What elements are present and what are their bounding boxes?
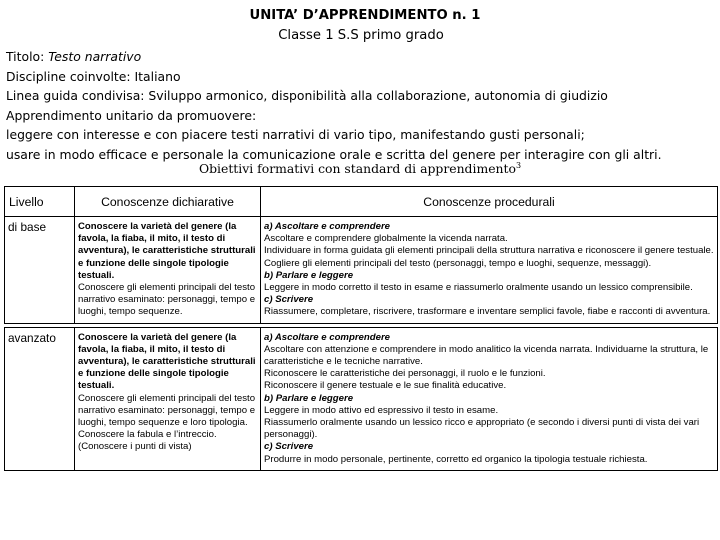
footnote-marker: 3 [515, 161, 522, 170]
procedural-item: Riassumere, completare, riscrivere, trasformare e inventare semplici favole, fiabe e racconti di avventura. [264, 306, 711, 318]
table-row [5, 327, 718, 470]
procedural-item: Riconoscere le caratteristiche dei personaggi, il ruolo e le funzioni. [264, 368, 546, 380]
apprendimento-heading: Apprendimento unitario da promuovere: [6, 107, 257, 123]
header-conoscenze-procedurali: Conoscenze procedurali [261, 187, 718, 217]
discipline-value: Italiano [134, 68, 181, 84]
procedural-item: Cogliere gli elementi principali del testo (personaggi, tempo e luoghi, sequenze, messaggi). [264, 257, 652, 269]
titolo-value: Testo narrativo [48, 49, 142, 64]
procedural-subheading: c) Scrivere [264, 294, 314, 306]
declarative-main: Conoscere la varietà del genere (la favola, la fiaba, il mito, il testo di avventura), le caratteristiche strutturali e funzione delle singole tipologie testuali. [78, 331, 256, 392]
procedural-cell [261, 217, 718, 324]
header-conoscenze-dichiarative: Conoscenze dichiarative [75, 187, 261, 217]
procedural-item: Riassumerlo oralmente usando un lessico ricco e appropriato (e secondo i diversi punti di vista dei vari personaggi). [264, 417, 700, 441]
procedural-subheading: b) Parlare e leggere [264, 392, 354, 404]
level-cell: di base [5, 217, 75, 324]
discipline-label: Discipline coinvolte: [6, 68, 131, 84]
procedural-subheading: b) Parlare e leggere [264, 269, 354, 281]
objectives-subheading-text: Obiettivi formativi con standard di apprendimento [198, 161, 516, 177]
procedural-item: Individuare in forma guidata gli elementi principali della struttura narrativa e riconoscere il genere testuale. [264, 245, 714, 257]
titolo-label: Titolo: [6, 49, 45, 64]
table-row [5, 217, 718, 324]
declarative-detail: Conoscere gli elementi principali del testo narrativo esaminato: personaggi, tempo e luoghi, tempo sequenze. [78, 282, 256, 318]
unit-title: UNITA’ D’APPRENDIMENTO n. 1 [249, 8, 481, 23]
linea-guida-line [6, 86, 718, 106]
unit-meta [6, 47, 718, 164]
linea-guida-value: Sviluppo armonico, disponibilità alla collaborazione, autonomia di giudizio [148, 88, 608, 103]
titolo-line [6, 47, 718, 67]
declarative-cell [75, 217, 261, 324]
discipline-line [6, 67, 718, 87]
class-label: Classe 1 S.S primo grado [278, 28, 444, 43]
declarative-detail: Conoscere gli elementi principali del testo narrativo esaminato: personaggi, tempo e luoghi, tempo sequenze e loro tipologia. Conoscere la fabula e l’intreccio. (Conoscere i punti di vista) [78, 392, 256, 453]
table-header-row [5, 187, 718, 217]
document-header [0, 6, 720, 46]
objective-line-2: usare in modo efficace e personale la comunicazione orale e scritta del genere per interagire con gli altri. [6, 146, 662, 162]
procedural-subheading: c) Scrivere [264, 441, 314, 453]
objectives-subheading [0, 161, 720, 176]
objective-line-1: leggere con interesse e con piacere testi narrativi di vario tipo, manifestando gusti personali; [6, 127, 585, 142]
procedural-subheading: a) Ascoltare e comprendere [264, 331, 391, 343]
procedural-item: Ascoltare e comprendere globalmente la vicenda narrata. [264, 233, 508, 245]
procedural-subheading: a) Ascoltare e comprendere [264, 221, 391, 232]
declarative-main: Conoscere la varietà del genere (la favola, la fiaba, il mito, il testo di avventura), le caratteristiche strutturali e funzione delle singole tipologie testuali. [78, 221, 256, 281]
linea-guida-label: Linea guida condivisa: [6, 88, 145, 103]
procedural-item: Produrre in modo personale, pertinente, corretto ed organico la tipologia testuale richiesta. [264, 453, 648, 465]
declarative-cell [75, 327, 261, 470]
procedural-item: Ascoltare con attenzione e comprendere in modo analitico la vicenda narrata. Individuarne la struttura, le caratteristiche e le tecniche narrative. [264, 343, 709, 368]
procedural-item: Leggere in modo attivo ed espressivo il testo in esame. [264, 404, 499, 416]
procedural-item: Leggere in modo corretto il testo in esame e riassumerlo oralmente usando un lessico comprensibile. [264, 282, 693, 294]
procedural-cell [261, 327, 718, 470]
level-cell: avanzato [5, 327, 75, 470]
procedural-item: Riconoscere il genere testuale e le sue finalità educative. [264, 380, 507, 392]
header-livello: Livello [5, 187, 75, 217]
objectives-table [4, 186, 718, 471]
